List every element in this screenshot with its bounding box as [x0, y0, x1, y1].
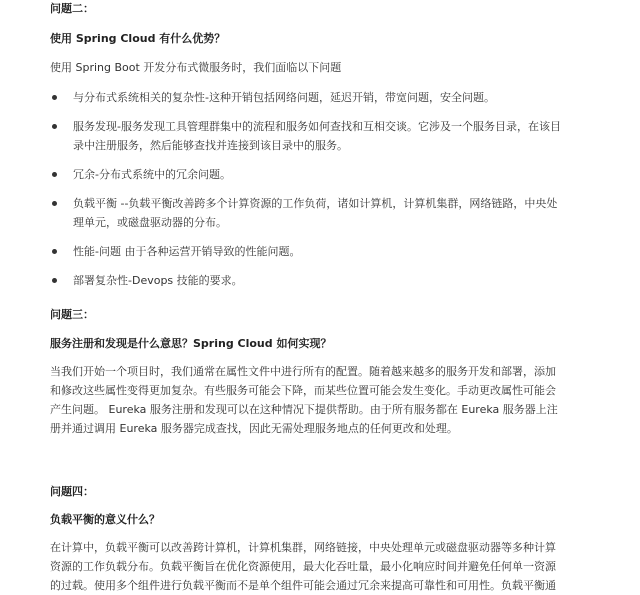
q3-body: 当我们开始一个项目时，我们通常在属性文件中进行所有的配置。随着越来越多的服务开发和部署，添加和修改这些属性变得更加复杂。有些服务可能会下降，而某些位置可能会发生变化。手动更改属性可能会产生问题。 Eureka 服务注册和发现可以在这种情况下提供帮助。由于所有服务都在 Eureka 服务器上注册并通过调用 Eureka 服务器完成查找，因此无需处理服务地点的任何更改和处理。	[50, 365, 558, 435]
bullet-dot-icon	[52, 172, 57, 177]
list-item: 负载平衡 --负载平衡改善跨多个计算资源的工作负荷，诸如计算机，计算机集群，网络链路，中央处理单元，或磁盘驱动器的分布。	[50, 194, 565, 232]
q3-label: 问题三：	[50, 308, 94, 321]
q4-body: 在计算中，负载平衡可以改善跨计算机，计算机集群，网络链接，中央处理单元或磁盘驱动器等多种计算资源的工作负载分布。负载平衡旨在优化资源使用，最大化吞吐量，最小化响应时间并避免任何单一资源的过载。使用多个组件进行负载平衡而不是单个组件可能会通过冗余来提高可靠性和可用性。负载平衡通	[50, 541, 556, 592]
list-item: 冗余-分布式系统中的冗余问题。	[50, 165, 565, 184]
q2-title: 使用 Spring Cloud 有什么优势？	[50, 32, 226, 45]
bullet-dot-icon	[52, 124, 57, 129]
list-item: 服务发现-服务发现工具管理群集中的流程和服务如何查找和互相交谈。它涉及一个服务目录，在该目录中注册服务，然后能够查找并连接到该目录中的服务。	[50, 117, 565, 155]
bullet-dot-icon	[52, 249, 57, 254]
bullet-dot-icon	[52, 95, 57, 100]
bullet-dot-icon	[52, 201, 57, 206]
q4-label: 问题四：	[50, 485, 94, 498]
list-item: 部署复杂性-Devops 技能的要求。	[50, 271, 565, 290]
q3-title: 服务注册和发现是什么意思？Spring Cloud 如何实现？	[50, 337, 332, 350]
q2-bullet-list	[50, 88, 565, 300]
list-item: 与分布式系统相关的复杂性-这种开销包括网络问题，延迟开销，带宽问题，安全问题。	[50, 88, 565, 107]
q2-intro: 使用 Spring Boot 开发分布式微服务时，我们面临以下问题	[50, 61, 342, 74]
q2-label: 问题二：	[50, 2, 94, 15]
q4-title: 负载平衡的意义什么？	[50, 513, 160, 526]
bullet-dot-icon	[52, 278, 57, 283]
list-item: 性能-问题 由于各种运营开销导致的性能问题。	[50, 242, 565, 261]
